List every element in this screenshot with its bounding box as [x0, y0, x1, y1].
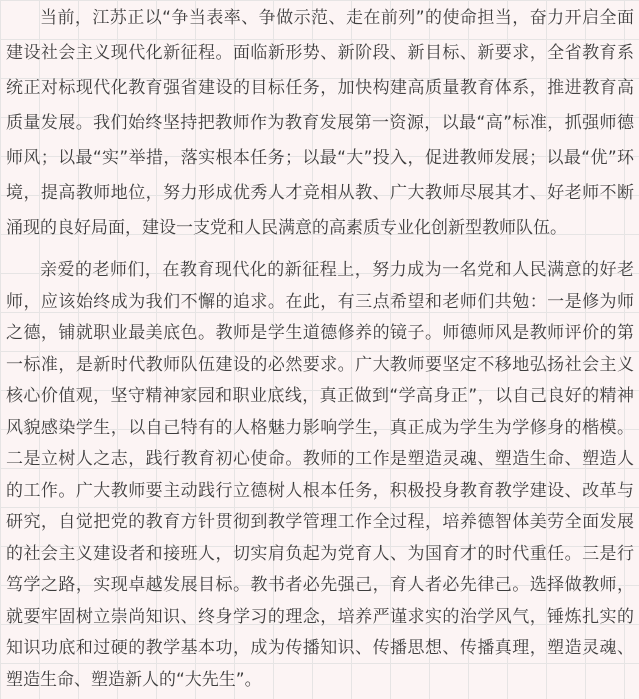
- paragraph-2: 亲爱的老师们，在教育现代化的新征程上，努力成为一名党和人民满意的好老师，应该始终成为我们不懈的追求。在此，有三点希望和老师们共勉：一是修为师之德，铺就职业最美底色。教师是学生道德修养的镜子。师德师风是教师评价的第一标准，是新时代教师队伍建设的必然要求。广大教师要坚定不移地弘扬社会主义核心价值观，坚守精神家园和职业底线，真正做到“学高身正”，以自己良好的精神风貌感染学生，以自己特有的人格魅力影响学生，真正成为学生为学修身的楷模。二是立树人之志，践行教育初心使命。教师的工作是塑造灵魂、塑造生命、塑造人的工作。广大教师要主动践行立德树人根本任务，积极投身教育教学建设、改革与研究，自觉把党的教育方针贯彻到教学管理工作全过程，培养德智体美劳全面发展的社会主义建设者和接班人，切实肩负起为党育人、为国育才的时代重任。三是行笃学之路，实现卓越发展目标。教书者必先强己，育人者必先律己。选择做教师，就要牢固树立崇尚知识、终身学习的理念，培养严谨求实的治学风气，锤炼扎实的知识功底和过硬的教学基本功，成为传播知识、传播思想、传播真理，塑造灵魂、塑造生命、塑造新人的“大先生”。: [6, 260, 634, 690]
- paragraph-1: 当前，江苏正以“争当表率、争做示范、走在前列”的使命担当，奋力开启全面建设社会主义现代化新征程。面临新形势、新阶段、新目标、新要求，全省教育系统正对标现代化教育强省建设的目标任务，加快构建高质量教育体系，推进教育高质量发展。我们始终坚持把教师作为教育发展第一资源，以最“高”标准，抓强师德师风；以最“实”举措，落实根本任务；以最“大”投入，促进教师发展；以最“优”环境，提高教师地位，努力形成优秀人才竞相从教、广大教师尽展其才、好老师不断涌现的良好局面，建设一支党和人民满意的高素质专业化创新型教师队伍。: [6, 8, 634, 238]
